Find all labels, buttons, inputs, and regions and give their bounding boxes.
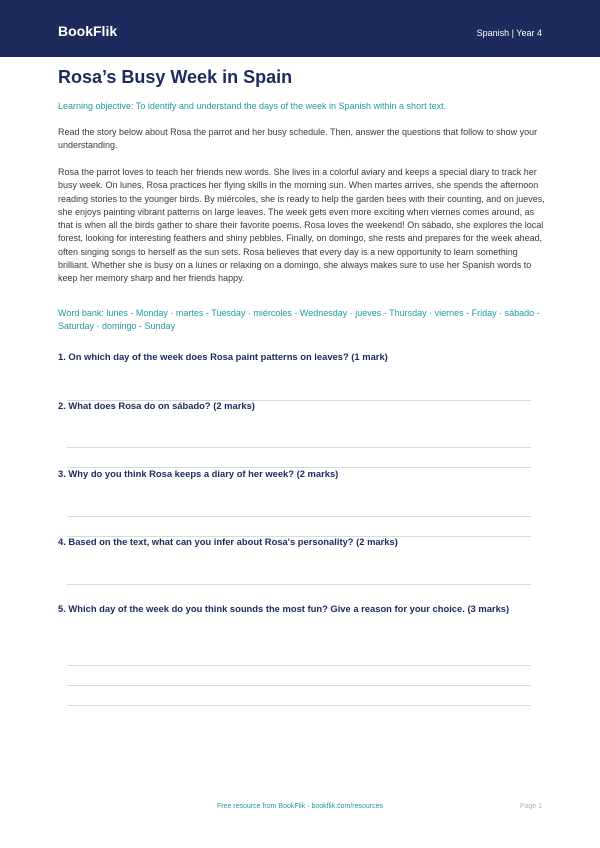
answer-line[interactable] (67, 665, 531, 666)
page-number: Page 1 (519, 803, 542, 810)
learning-objective: Learning objective: To identify and understand the days of the week in Spanish within a short text. (58, 101, 447, 111)
story-paragraph: Rosa the parrot loves to teach her friends new words. She lives in a colorful aviary and keeps a special diary to track her busy week. On lunes, Rosa practices her flying skills in the morning sun. When martes arrives, she spends the afternoon reading stories to the younger birds. By miércoles, she is ready to help the garden bees with their counting, and on jueves, she enjoys painting vibrant patterns on large leaves. The week gets even more exciting when viernes comes around, as that is when all the birds gather to share their favorite poems. Rosa loves the weekend! On sábado, she explores the local forest, looking for interesting feathers and shiny pebbles. Finally, on domingo, she rests and prepares for the week ahead, often singing songs to herself as the sun sets. Rosa believes that every day is a new opportunity to learn something brilliant. Whether she is busy on a lunes or relaxing on a domingo, she always makes sure to use her Spanish words to keep her memory sharp and her friends happy. (58, 167, 545, 284)
question-3: 3. Why do you think Rosa keeps a diary of her week? (2 marks) (58, 468, 339, 479)
footer-link[interactable]: Free resource from BookFlik · bookflik.com/resources (216, 803, 384, 810)
worksheet-title: Rosa’s Busy Week in Spain (58, 67, 293, 87)
brand-logo[interactable]: BookFlik (58, 23, 118, 39)
word-bank: Word bank: lunes - Monday · martes - Tuesday · miércoles - Wednesday · jueves - Thursday · viernes - Friday · sábado - Saturday · domingo - Sunday (58, 308, 540, 332)
header-bar (0, 0, 600, 57)
question-2: 2. What does Rosa do on sábado? (2 marks) (58, 400, 255, 411)
answer-line[interactable] (67, 447, 531, 448)
intro-paragraph: Read the story below about Rosa the parrot and her busy schedule. Then, answer the questions that follow to show your understanding. (58, 127, 538, 151)
answer-line[interactable] (67, 705, 531, 706)
question-5: 5. Which day of the week do you think sounds the most fun? Give a reason for your choice. (3 marks) (58, 603, 510, 614)
question-1: 1. On which day of the week does Rosa paint patterns on leaves? (1 mark) (58, 351, 388, 362)
answer-line[interactable] (67, 516, 531, 517)
answer-line[interactable] (67, 584, 531, 585)
answer-line[interactable] (67, 685, 531, 686)
question-4: 4. Based on the text, what can you infer about Rosa's personality? (2 marks) (58, 536, 398, 547)
subject-label: Spanish | Year 4 (476, 28, 542, 38)
